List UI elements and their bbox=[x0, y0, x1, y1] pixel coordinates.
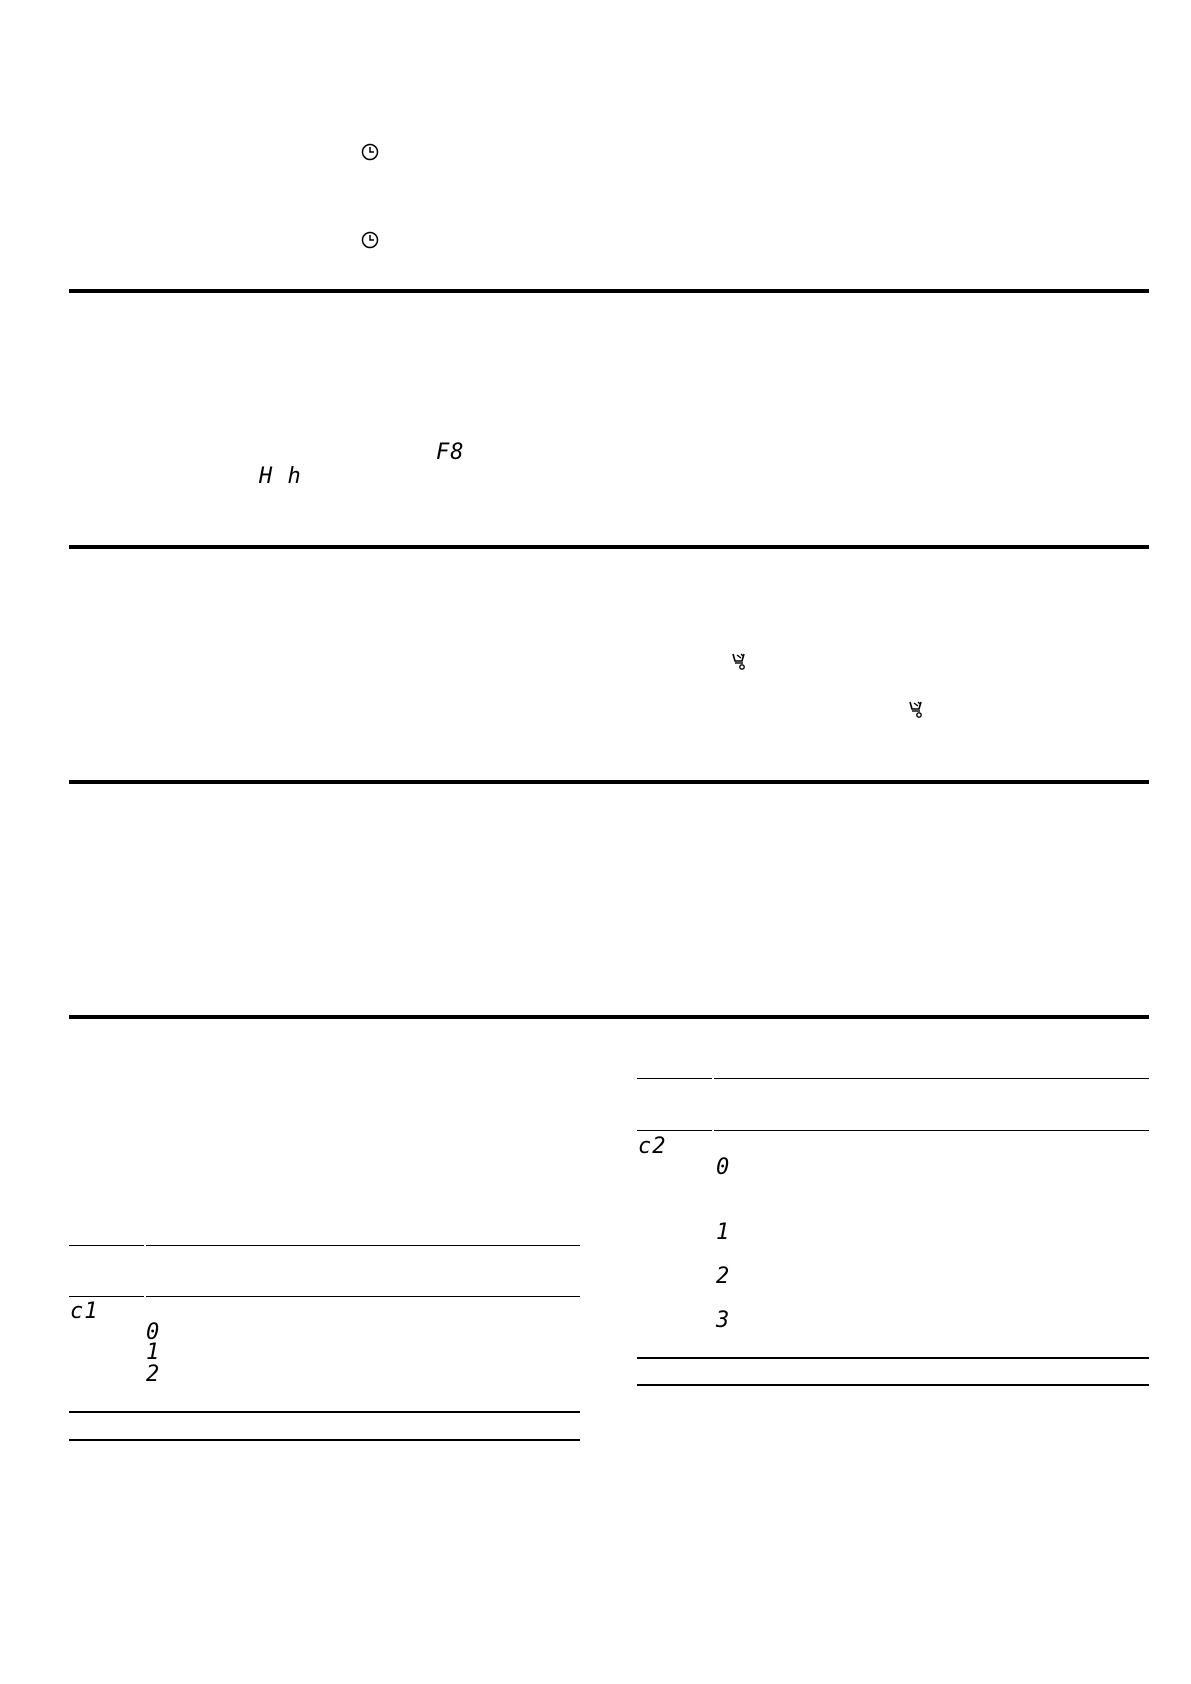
cleaning-icon bbox=[908, 700, 924, 718]
setting-code: c1 bbox=[70, 1299, 99, 1324]
clock-icon bbox=[361, 143, 379, 161]
table-header-rule bbox=[714, 1078, 1149, 1079]
section-divider bbox=[69, 289, 1149, 293]
table-header-rule bbox=[69, 1245, 144, 1246]
setting-value: 2 bbox=[146, 1362, 161, 1387]
table-footer-rule bbox=[637, 1384, 1149, 1386]
cleaning-icon bbox=[731, 652, 747, 670]
table-header-rule bbox=[637, 1130, 712, 1131]
setting-value: 1 bbox=[716, 1220, 731, 1245]
table-header-rule bbox=[637, 1078, 712, 1079]
table-header-rule bbox=[146, 1245, 580, 1246]
table-footer-rule bbox=[637, 1357, 1149, 1359]
section-divider bbox=[69, 1015, 1149, 1019]
section-divider bbox=[69, 780, 1149, 784]
clock-icon bbox=[361, 231, 379, 249]
setting-value: 2 bbox=[716, 1264, 731, 1289]
setting-value: 0 bbox=[146, 1320, 161, 1345]
setting-code: c2 bbox=[638, 1134, 667, 1159]
table-header-rule bbox=[69, 1296, 144, 1297]
table-footer-rule bbox=[69, 1439, 580, 1441]
setting-value: 3 bbox=[716, 1308, 731, 1333]
section-divider bbox=[69, 545, 1149, 549]
setting-value: 1 bbox=[146, 1340, 161, 1365]
table-header-rule bbox=[714, 1130, 1149, 1131]
setting-value: 0 bbox=[716, 1155, 731, 1180]
residual-heat-display: H h bbox=[259, 464, 302, 489]
table-footer-rule bbox=[69, 1411, 580, 1413]
fault-code-display: F8 bbox=[436, 440, 465, 465]
table-header-rule bbox=[146, 1296, 580, 1297]
